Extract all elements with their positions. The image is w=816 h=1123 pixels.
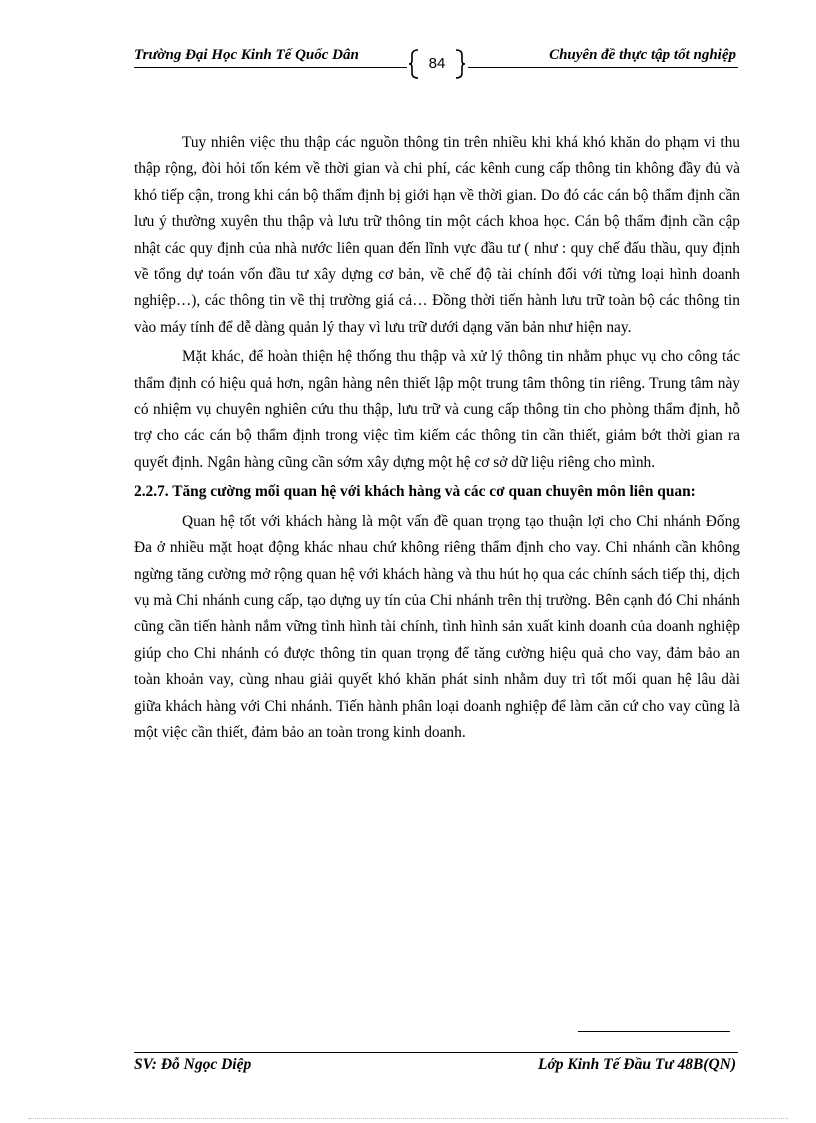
footer-student-name: SV: Đỗ Ngọc Diệp <box>134 1056 252 1073</box>
header-school-name: Trường Đại Học Kinh Tế Quốc Dân <box>134 47 359 63</box>
page-content <box>134 130 740 746</box>
body-paragraph-3: Quan hệ tốt với khách hàng là một vấn đề quan trọng tạo thuận lợi cho Chi nhánh Đống Đa ở nhiều mặt hoạt động khác nhau chứ không riêng thẩm định cho vay. Chi nhánh cần không ngừng tăng cường mở rộng quan hệ với khách hàng và thu hút họ qua các chính sách tiếp thị, dịch vụ mà Chi nhánh cung cấp, tạo dựng uy tín của Chi nhánh trên thị trường. Bên cạnh đó Chi nhánh cũng cần tiến hành nắm vững tình hình tài chính, tình hình sản xuất kinh doanh của doanh nghiệp giúp cho Chi nhánh có được thông tin quan trọng để tăng cường hiệu quả cho vay, đảm bảo an toàn khoản vay, cùng nhau giải quyết khó khăn phát sinh nhằm duy trì tốt mối quan hệ lâu dài giữa khách hàng với Chi nhánh. Tiến hành phân loại doanh nghiệp để làm căn cứ cho vay cũng là một việc cần thiết, đảm bảo an toàn trong kinh doanh. <box>134 512 740 741</box>
header-report-title: Chuyên đề thực tập tốt nghiệp <box>549 47 736 63</box>
footer-rule <box>134 1052 738 1053</box>
section-heading: 2.2.7. Tăng cường mối quan hệ với khách hàng và các cơ quan chuyên môn liên quan: <box>134 483 696 501</box>
footer-short-rule <box>578 1031 730 1032</box>
body-paragraph-2: Mặt khác, để hoàn thiện hệ thống thu thập và xử lý thông tin nhằm phục vụ cho công tác thẩm định có hiệu quả hơn, ngân hàng nên thiết lập một trung tâm thông tin riêng. Trung tâm này có nhiệm vụ chuyên nghiên cứu thu thập, lưu trữ và cung cấp thông tin cho phòng thẩm định, hỗ trợ cho các cán bộ thẩm định trong việc tìm kiếm các thông tin cần thiết, giảm bớt thời gian ra quyết định. Ngân hàng cũng cần sớm xây dựng một hệ cơ sở dữ liệu riêng cho mình. <box>134 348 740 471</box>
page-edge-dotted-line <box>28 1118 788 1119</box>
page-number-box <box>408 49 466 79</box>
header-rule-right <box>468 67 738 68</box>
footer-class-name: Lớp Kinh Tế Đầu Tư 48B(QN) <box>537 1056 736 1073</box>
body-paragraph-1: Tuy nhiên việc thu thập các nguồn thông tin trên nhiều khi khá khó khăn do phạm vi thu thập rộng, đòi hỏi tốn kém về thời gian và chi phí, các kênh cung cấp thông tin không đầy đủ và khó tiếp cận, trong khi cán bộ thẩm định bị giới hạn về thời gian. Do đó các cán bộ thẩm định cần lưu ý thường xuyên thu thập và lưu trữ thông tin một cách khoa học. Cán bộ thẩm định cần cập nhật các quy định của nhà nước liên quan đến lĩnh vực đầu tư ( như : quy chế đấu thầu, quy định về tổng dự toán vốn đầu tư xây dựng cơ bản, về chế độ tài chính đối với từng loại hình doanh nghiệp…), các thông tin về thị trường giá cả… Đồng thời tiến hành lưu trữ toàn bộ các thông tin vào máy tính để dễ dàng quản lý thay vì lưu trữ dưới dạng văn bản như hiện nay. <box>134 134 740 336</box>
page-number: 84 <box>428 55 446 72</box>
header-rule-left <box>134 67 407 68</box>
